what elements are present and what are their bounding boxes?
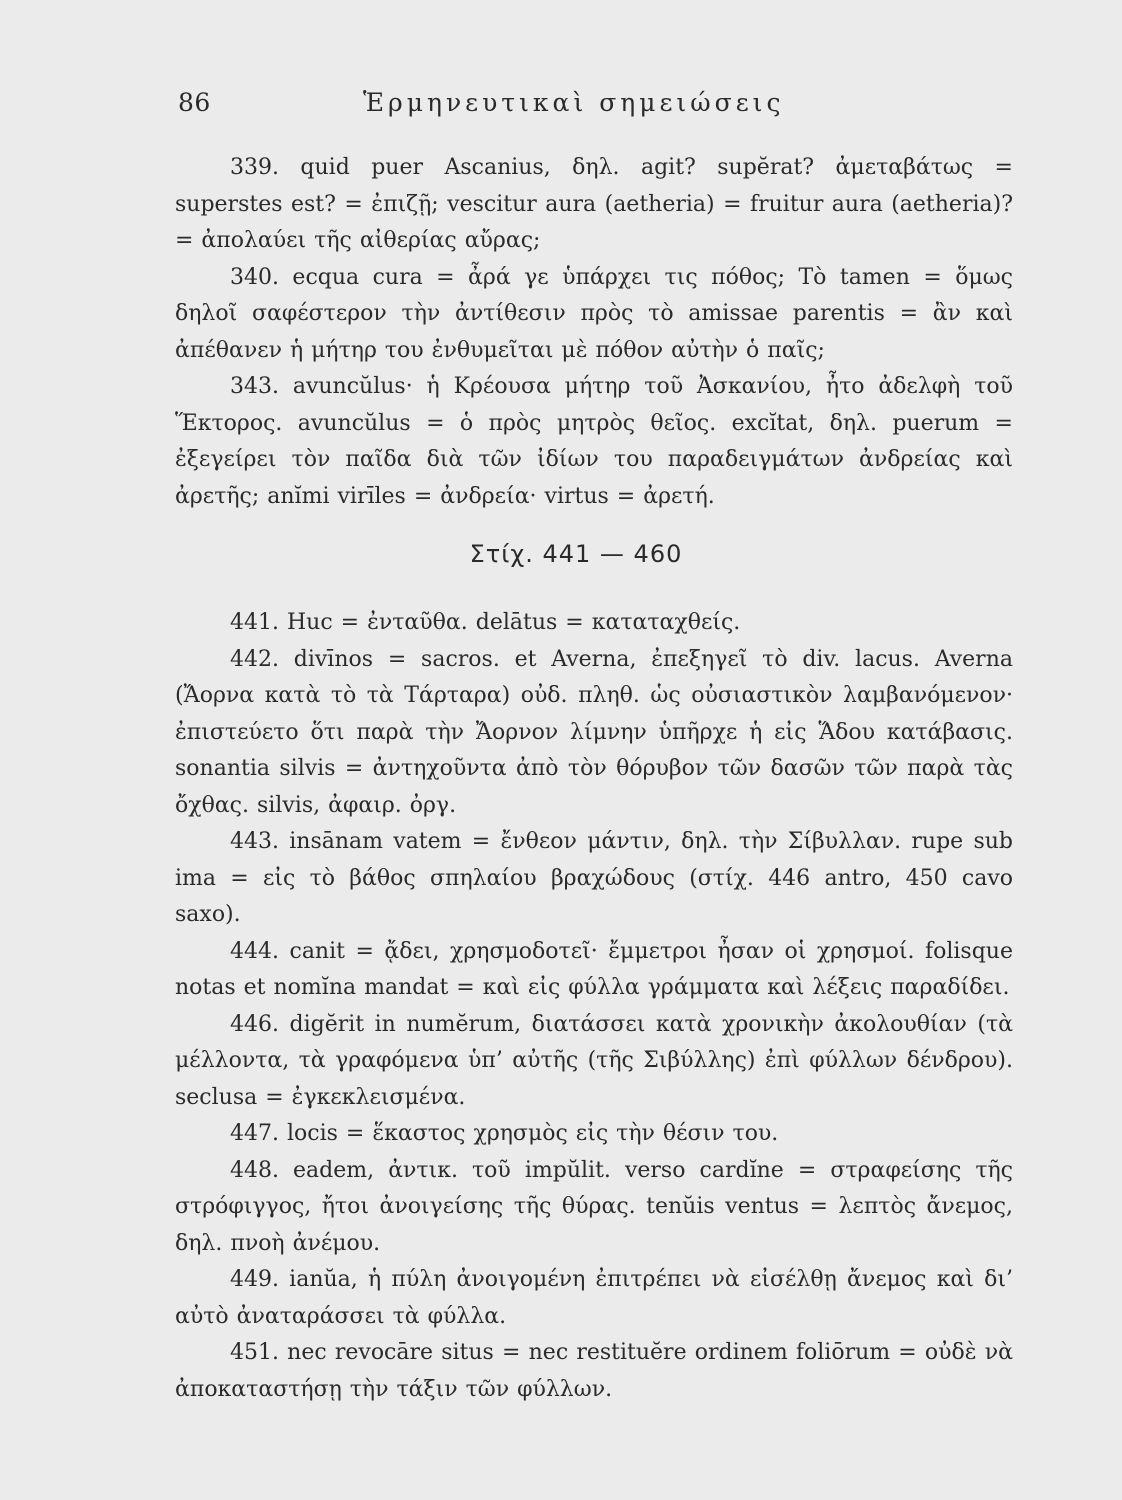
page-number: 86 (178, 88, 211, 117)
running-title: Ἑρμηνευτικαὶ σημειώσεις (363, 88, 785, 117)
notes-block-bottom (175, 605, 1013, 1408)
note-paragraph: 339. quid puer Ascanius, δηλ. agit? supĕrat? ἀμεταβάτως = superstes est? = ἐπιζῇ; vescitur aura (aetheria) = fruitur aura (aetheria)? = ἀπολαύει τῆς αἰθερίας αὔρας; (175, 155, 1013, 253)
note-paragraph: 449. ianŭa, ἡ πύλη ἀνοιγομένη ἐπιτρέπει νὰ εἰσέλθῃ ἄνεμος καὶ δι’ αὐτὸ ἀναταράσσει τὰ φύλλα. (175, 1267, 1013, 1329)
note-paragraph: 444. canit = ᾄδει, χρησμοδοτεῖ· ἔμμετροι ἦσαν οἱ χρησμοί. folisque notas et nomĭna mandat = καὶ εἰς φύλλα γράμματα καὶ λέξεις παραδίδει. (175, 938, 1013, 1000)
note-paragraph: 446. digĕrit in numĕrum, διατάσσει κατὰ χρονικὴν ἀκολουθίαν (τὰ μέλλοντα, τὰ γραφόμενα ὑπ’ αὐτῆς (τῆς Σιβύλλης) ἐπὶ φύλλων δένδρου). seclusa = ἐγκεκλεισμένα. (175, 1011, 1013, 1110)
note-paragraph: 442. divīnos = sacros. et Averna, ἐπεξηγεῖ τὸ div. lacus. Averna (Ἄορνα κατὰ τὸ τὰ Τάρταρα) οὐδ. πληθ. ὡς οὐσιαστικὸν λαμβανόμενον· ἐπιστεύετο ὅτι παρὰ τὴν Ἄορνον λίμνην ὑπῆρχε ἡ εἰς Ἅδου κατάβασις. sonantia silvis = ἀντηχοῦντα ἀπὸ τὸν θόρυβον τῶν δασῶν τῶν παρὰ τὰς ὄχθας. silvis, ἀφαιρ. ὀργ. (175, 646, 1013, 818)
section-heading: Στίχ. 441 — 460 (469, 540, 683, 568)
note-paragraph: 447. locis = ἕκαστος χρησμὸς εἰς τὴν θέσιν του. (230, 1121, 779, 1146)
notes-block-top (175, 150, 1013, 515)
note-paragraph: 441. Huc = ἐνταῦθα. delātus = καταταχθείς. (230, 610, 741, 635)
note-paragraph: 451. nec revocāre situs = nec restituĕre ordinem foliōrum = οὐδὲ νὰ ἀποκαταστήσῃ τὴν τάξιν τῶν φύλλων. (175, 1340, 1013, 1402)
page-header (178, 88, 1014, 128)
note-paragraph: 340. ecqua cura = ἆρά γε ὑπάρχει τις πόθος; Τὸ tamen = ὅμως δηλοῖ σαφέστερον τὴν ἀντίθεσιν πρὸς τὸ amissae parentis = ἂν καὶ ἀπέθανεν ἡ μήτηρ του ἐνθυμεῖται μὲ πόθον αὐτὴν ὁ παῖς; (175, 264, 1013, 363)
note-paragraph: 443. insānam vatem = ἔνθεον μάντιν, δηλ. τὴν Σίβυλλαν. rupe sub ima = εἰς τὸ βάθος σπηλαίου βραχώδους (στίχ. 446 antro, 450 cavo saxo). (175, 829, 1013, 927)
note-paragraph: 448. eadem, ἀντικ. τοῦ impŭlit. verso cardĭne = στραφείσης τῆς στρόφιγγος, ἤτοι ἀνοιγείσης τῆς θύρας. tenŭis ventus = λεπτὸς ἄνεμος, δηλ. πνοὴ ἀνέμου. (175, 1157, 1013, 1256)
note-paragraph: 343. avuncŭlus· ἡ Κρέουσα μήτηρ τοῦ Ἀσκανίου, ἦτο ἀδελφὴ τοῦ Ἕκτορος. avuncŭlus = ὁ πρὸς μητρὸς θεῖος. excĭtat, δηλ. puerum = ἐξεγείρει τὸν παῖδα διὰ τῶν ἰδίων του παραδειγμάτων ἀνδρείας καὶ ἀρετῆς; anĭmi virīles = ἀνδρεία· virtus = ἀρετή. (175, 374, 1013, 509)
